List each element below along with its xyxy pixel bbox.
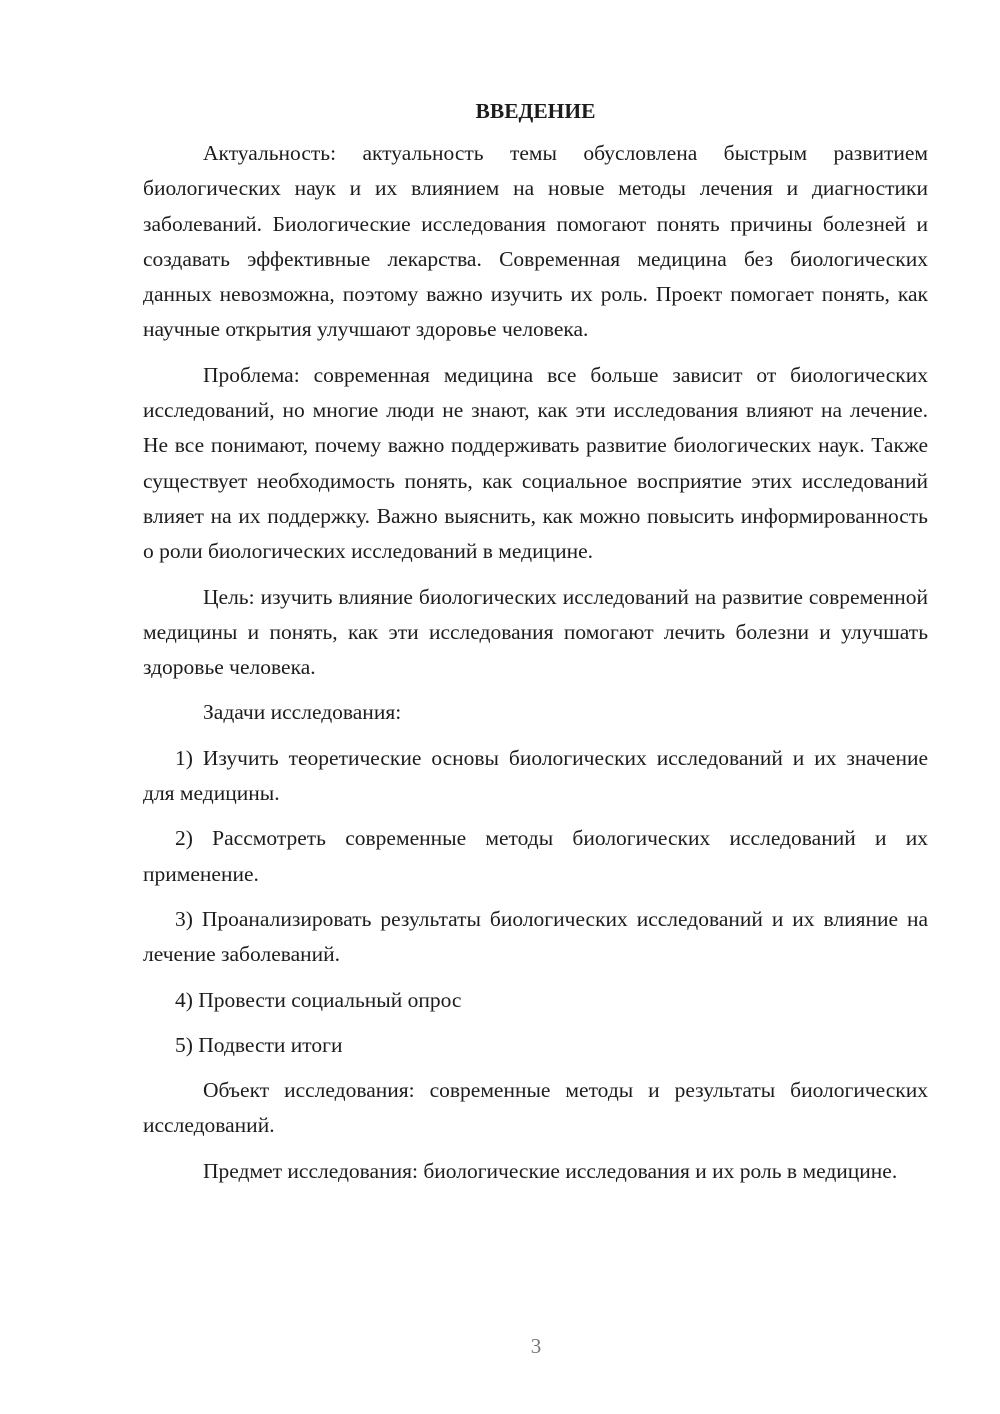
task-item: 2) Рассмотреть современные методы биологических исследований и их применение.: [143, 826, 928, 886]
tasks-list: [143, 741, 928, 1063]
task-item: 3) Проанализировать результаты биологических исследований и их влияние на лечение заболеваний.: [143, 906, 928, 967]
task-item: 4) Провести социальный опрос: [175, 987, 462, 1012]
problem-paragraph: Проблема: современная медицина все больше зависит от биологических исследований, но многие люди не знают, как эти исследования влияют на лечение. Не все понимают, почему важно поддерживать развитие биологических наук. Также существует необходимость понять, как социальное восприятие этих исследований влияет на их поддержку. Важно выяснить, как можно повысить информированность о роли биологических исследований в медицине.: [143, 362, 928, 564]
section-title: ВВЕДЕНИЕ: [475, 99, 596, 123]
object-paragraph: Объект исследования: современные методы и результаты биологических исследований.: [143, 1078, 928, 1138]
relevance-paragraph: Актуальность: актуальность темы обусловлена быстрым развитием биологических наук и их влиянием на новые методы лечения и диагностики заболеваний. Биологические исследования помогают понять причины болезней и создавать эффективные лекарства. Современная медицина без биологических данных невозможна, поэтому важно изучить их роль. Проект помогает понять, как научные открытия улучшают здоровье человека.: [143, 141, 928, 342]
tasks-heading: Задачи исследования:: [203, 700, 402, 725]
document-page: [143, 92, 928, 1199]
page-number: 3: [530, 1334, 542, 1358]
task-item: 5) Подвести итоги: [175, 1032, 343, 1057]
task-item: 1) Изучить теоретические основы биологических исследований и их значение для медицины.: [143, 745, 928, 806]
goal-paragraph: Цель: изучить влияние биологических исследований на развитие современной медицины и понять, как эти исследования помогают лечить болезни и улучшать здоровье человека.: [143, 584, 928, 680]
subject-paragraph: Предмет исследования: биологические исследования и их роль в медицине.: [203, 1158, 898, 1183]
